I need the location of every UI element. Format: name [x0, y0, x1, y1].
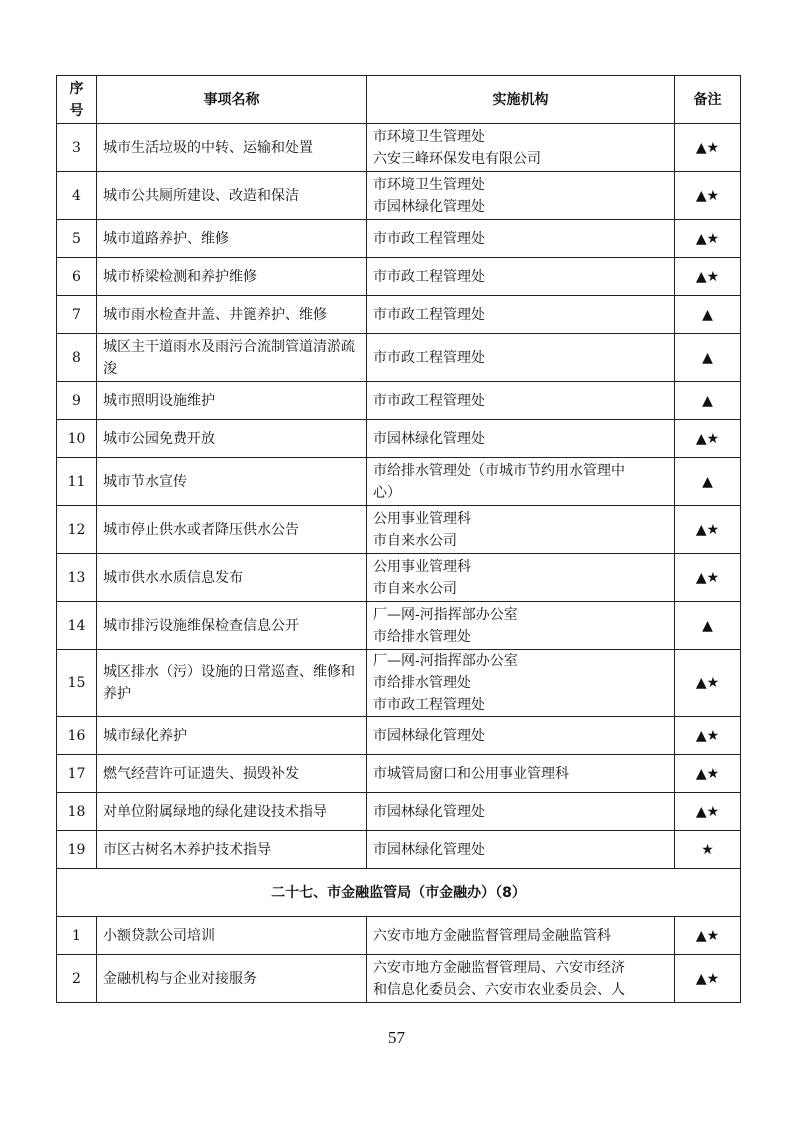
remarks-mark: ▲★ [675, 955, 741, 1003]
item-name: 城市节水宣传 [97, 458, 367, 506]
table-row [57, 554, 741, 602]
service-items-table [56, 75, 741, 1003]
item-name: 城市道路养护、维修 [97, 220, 367, 258]
agency-line: 市园林绿化管理处 [373, 727, 485, 744]
table-body-section [57, 869, 741, 917]
remarks-mark: ▲★ [675, 793, 741, 831]
item-name: 城市公共厕所建设、改造和保洁 [97, 172, 367, 220]
table-body-finance [57, 917, 741, 1003]
row-number: 12 [57, 506, 97, 554]
row-number: 13 [57, 554, 97, 602]
row-number: 2 [57, 955, 97, 1003]
header-number-label: 序 号 [69, 80, 84, 119]
implementing-agency [367, 258, 675, 296]
item-name: 城区排水（污）设施的日常巡查、维修和养护 [97, 650, 367, 717]
row-number: 16 [57, 717, 97, 755]
row-number: 6 [57, 258, 97, 296]
row-number: 15 [57, 650, 97, 717]
item-name: 城市公园免费开放 [97, 420, 367, 458]
implementing-agency [367, 382, 675, 420]
agency-line: 市给排水管理处 [373, 628, 471, 645]
page-number: 57 [388, 1028, 405, 1047]
implementing-agency [367, 458, 675, 506]
item-name: 城市停止供水或者降压供水公告 [97, 506, 367, 554]
agency-line: 公用事业管理科 [373, 510, 471, 527]
agency-line: 厂—网-河指挥部办公室 [373, 653, 518, 669]
remarks-mark: ▲★ [675, 650, 741, 717]
implementing-agency [367, 172, 675, 220]
table-row [57, 917, 741, 955]
agency-line: 市园林绿化管理处 [373, 841, 485, 858]
agency-line: 市市政工程管理处 [373, 230, 485, 247]
table-row [57, 955, 741, 1003]
table-row [57, 382, 741, 420]
table-row [57, 334, 741, 382]
table-row [57, 755, 741, 793]
remarks-mark: ▲★ [675, 506, 741, 554]
implementing-agency [367, 602, 675, 650]
table-row [57, 458, 741, 506]
agency-line: 市给排水管理处（市城市节约用水管理中 [373, 462, 625, 479]
row-number: 1 [57, 917, 97, 955]
item-name: 燃气经营许可证遗失、损毁补发 [97, 755, 367, 793]
table-row [57, 717, 741, 755]
row-number: 14 [57, 602, 97, 650]
implementing-agency [367, 793, 675, 831]
remarks-mark: ▲ [675, 458, 741, 506]
remarks-mark: ▲★ [675, 124, 741, 172]
table-header-row [57, 76, 741, 124]
implementing-agency [367, 334, 675, 382]
agency-line: 市园林绿化管理处 [373, 803, 485, 820]
row-number: 3 [57, 124, 97, 172]
table-row [57, 602, 741, 650]
table-row [57, 220, 741, 258]
agency-line: 市市政工程管理处 [373, 306, 485, 323]
agency-line: 市市政工程管理处 [373, 349, 485, 366]
agency-line: 和信息化委员会、六安市农业委员会、人 [373, 981, 625, 998]
implementing-agency [367, 955, 675, 1003]
implementing-agency [367, 650, 675, 717]
header-number [57, 76, 97, 124]
agency-line: 市市政工程管理处 [373, 697, 485, 713]
remarks-mark: ★ [675, 831, 741, 869]
remarks-mark: ▲★ [675, 420, 741, 458]
implementing-agency [367, 220, 675, 258]
remarks-mark: ▲ [675, 334, 741, 382]
row-number: 17 [57, 755, 97, 793]
row-number: 5 [57, 220, 97, 258]
agency-line: 市市政工程管理处 [373, 268, 485, 285]
table-body-urban [57, 124, 741, 869]
agency-line: 六安市地方金融监督管理局、六安市经济 [373, 959, 625, 976]
remarks-mark: ▲★ [675, 554, 741, 602]
table-row [57, 258, 741, 296]
item-name: 金融机构与企业对接服务 [97, 955, 367, 1003]
implementing-agency [367, 831, 675, 869]
row-number: 8 [57, 334, 97, 382]
remarks-mark: ▲★ [675, 717, 741, 755]
agency-line: 公用事业管理科 [373, 558, 471, 575]
item-name: 城市桥梁检测和养护维修 [97, 258, 367, 296]
implementing-agency [367, 917, 675, 955]
header-remarks: 备注 [675, 76, 741, 124]
row-number: 11 [57, 458, 97, 506]
agency-line: 市给排水管理处 [373, 675, 471, 691]
item-name: 城市照明设施维护 [97, 382, 367, 420]
table-row [57, 650, 741, 717]
agency-line: 市自来水公司 [373, 532, 457, 549]
agency-line: 厂—网-河指挥部办公室 [373, 606, 518, 623]
implementing-agency [367, 506, 675, 554]
implementing-agency [367, 554, 675, 602]
agency-line: 心） [373, 484, 401, 501]
agency-line: 市环境卫生管理处 [373, 128, 485, 145]
section-title: 二十七、市金融监管局（市金融办）（8） [57, 869, 741, 917]
remarks-mark: ▲★ [675, 220, 741, 258]
agency-line: 市自来水公司 [373, 580, 457, 597]
header-implementing-agency: 实施机构 [367, 76, 675, 124]
table-row [57, 172, 741, 220]
agency-line: 市城管局窗口和公用事业管理科 [373, 765, 569, 782]
remarks-mark: ▲ [675, 602, 741, 650]
agency-line: 市园林绿化管理处 [373, 198, 485, 215]
remarks-mark: ▲ [675, 382, 741, 420]
agency-line: 市园林绿化管理处 [373, 430, 485, 447]
item-name: 市区古树名木养护技术指导 [97, 831, 367, 869]
table-row [57, 296, 741, 334]
table-row [57, 124, 741, 172]
item-name: 城市排污设施维保检查信息公开 [97, 602, 367, 650]
item-name: 城市绿化养护 [97, 717, 367, 755]
remarks-mark: ▲★ [675, 258, 741, 296]
remarks-mark: ▲★ [675, 172, 741, 220]
remarks-mark: ▲★ [675, 755, 741, 793]
row-number: 19 [57, 831, 97, 869]
remarks-mark: ▲★ [675, 917, 741, 955]
item-name: 城市雨水检查井盖、井篦养护、维修 [97, 296, 367, 334]
implementing-agency [367, 124, 675, 172]
item-name: 小额贷款公司培训 [97, 917, 367, 955]
table-row [57, 420, 741, 458]
row-number: 18 [57, 793, 97, 831]
row-number: 9 [57, 382, 97, 420]
section-row [57, 869, 741, 917]
row-number: 7 [57, 296, 97, 334]
implementing-agency [367, 296, 675, 334]
item-name: 对单位附属绿地的绿化建设技术指导 [97, 793, 367, 831]
item-name: 城市生活垃圾的中转、运输和处置 [97, 124, 367, 172]
remarks-mark: ▲ [675, 296, 741, 334]
implementing-agency [367, 755, 675, 793]
row-number: 4 [57, 172, 97, 220]
implementing-agency [367, 420, 675, 458]
agency-line: 六安市地方金融监督管理局金融监管科 [373, 927, 611, 944]
table-row [57, 793, 741, 831]
row-number: 10 [57, 420, 97, 458]
header-item-name: 事项名称 [97, 76, 367, 124]
implementing-agency [367, 717, 675, 755]
agency-line: 市环境卫生管理处 [373, 176, 485, 193]
agency-line: 市市政工程管理处 [373, 392, 485, 409]
agency-line: 六安三峰环保发电有限公司 [373, 150, 541, 167]
item-name: 城市供水水质信息发布 [97, 554, 367, 602]
table-row [57, 506, 741, 554]
item-name: 城区主干道雨水及雨污合流制管道清淤疏浚 [97, 334, 367, 382]
table-row [57, 831, 741, 869]
